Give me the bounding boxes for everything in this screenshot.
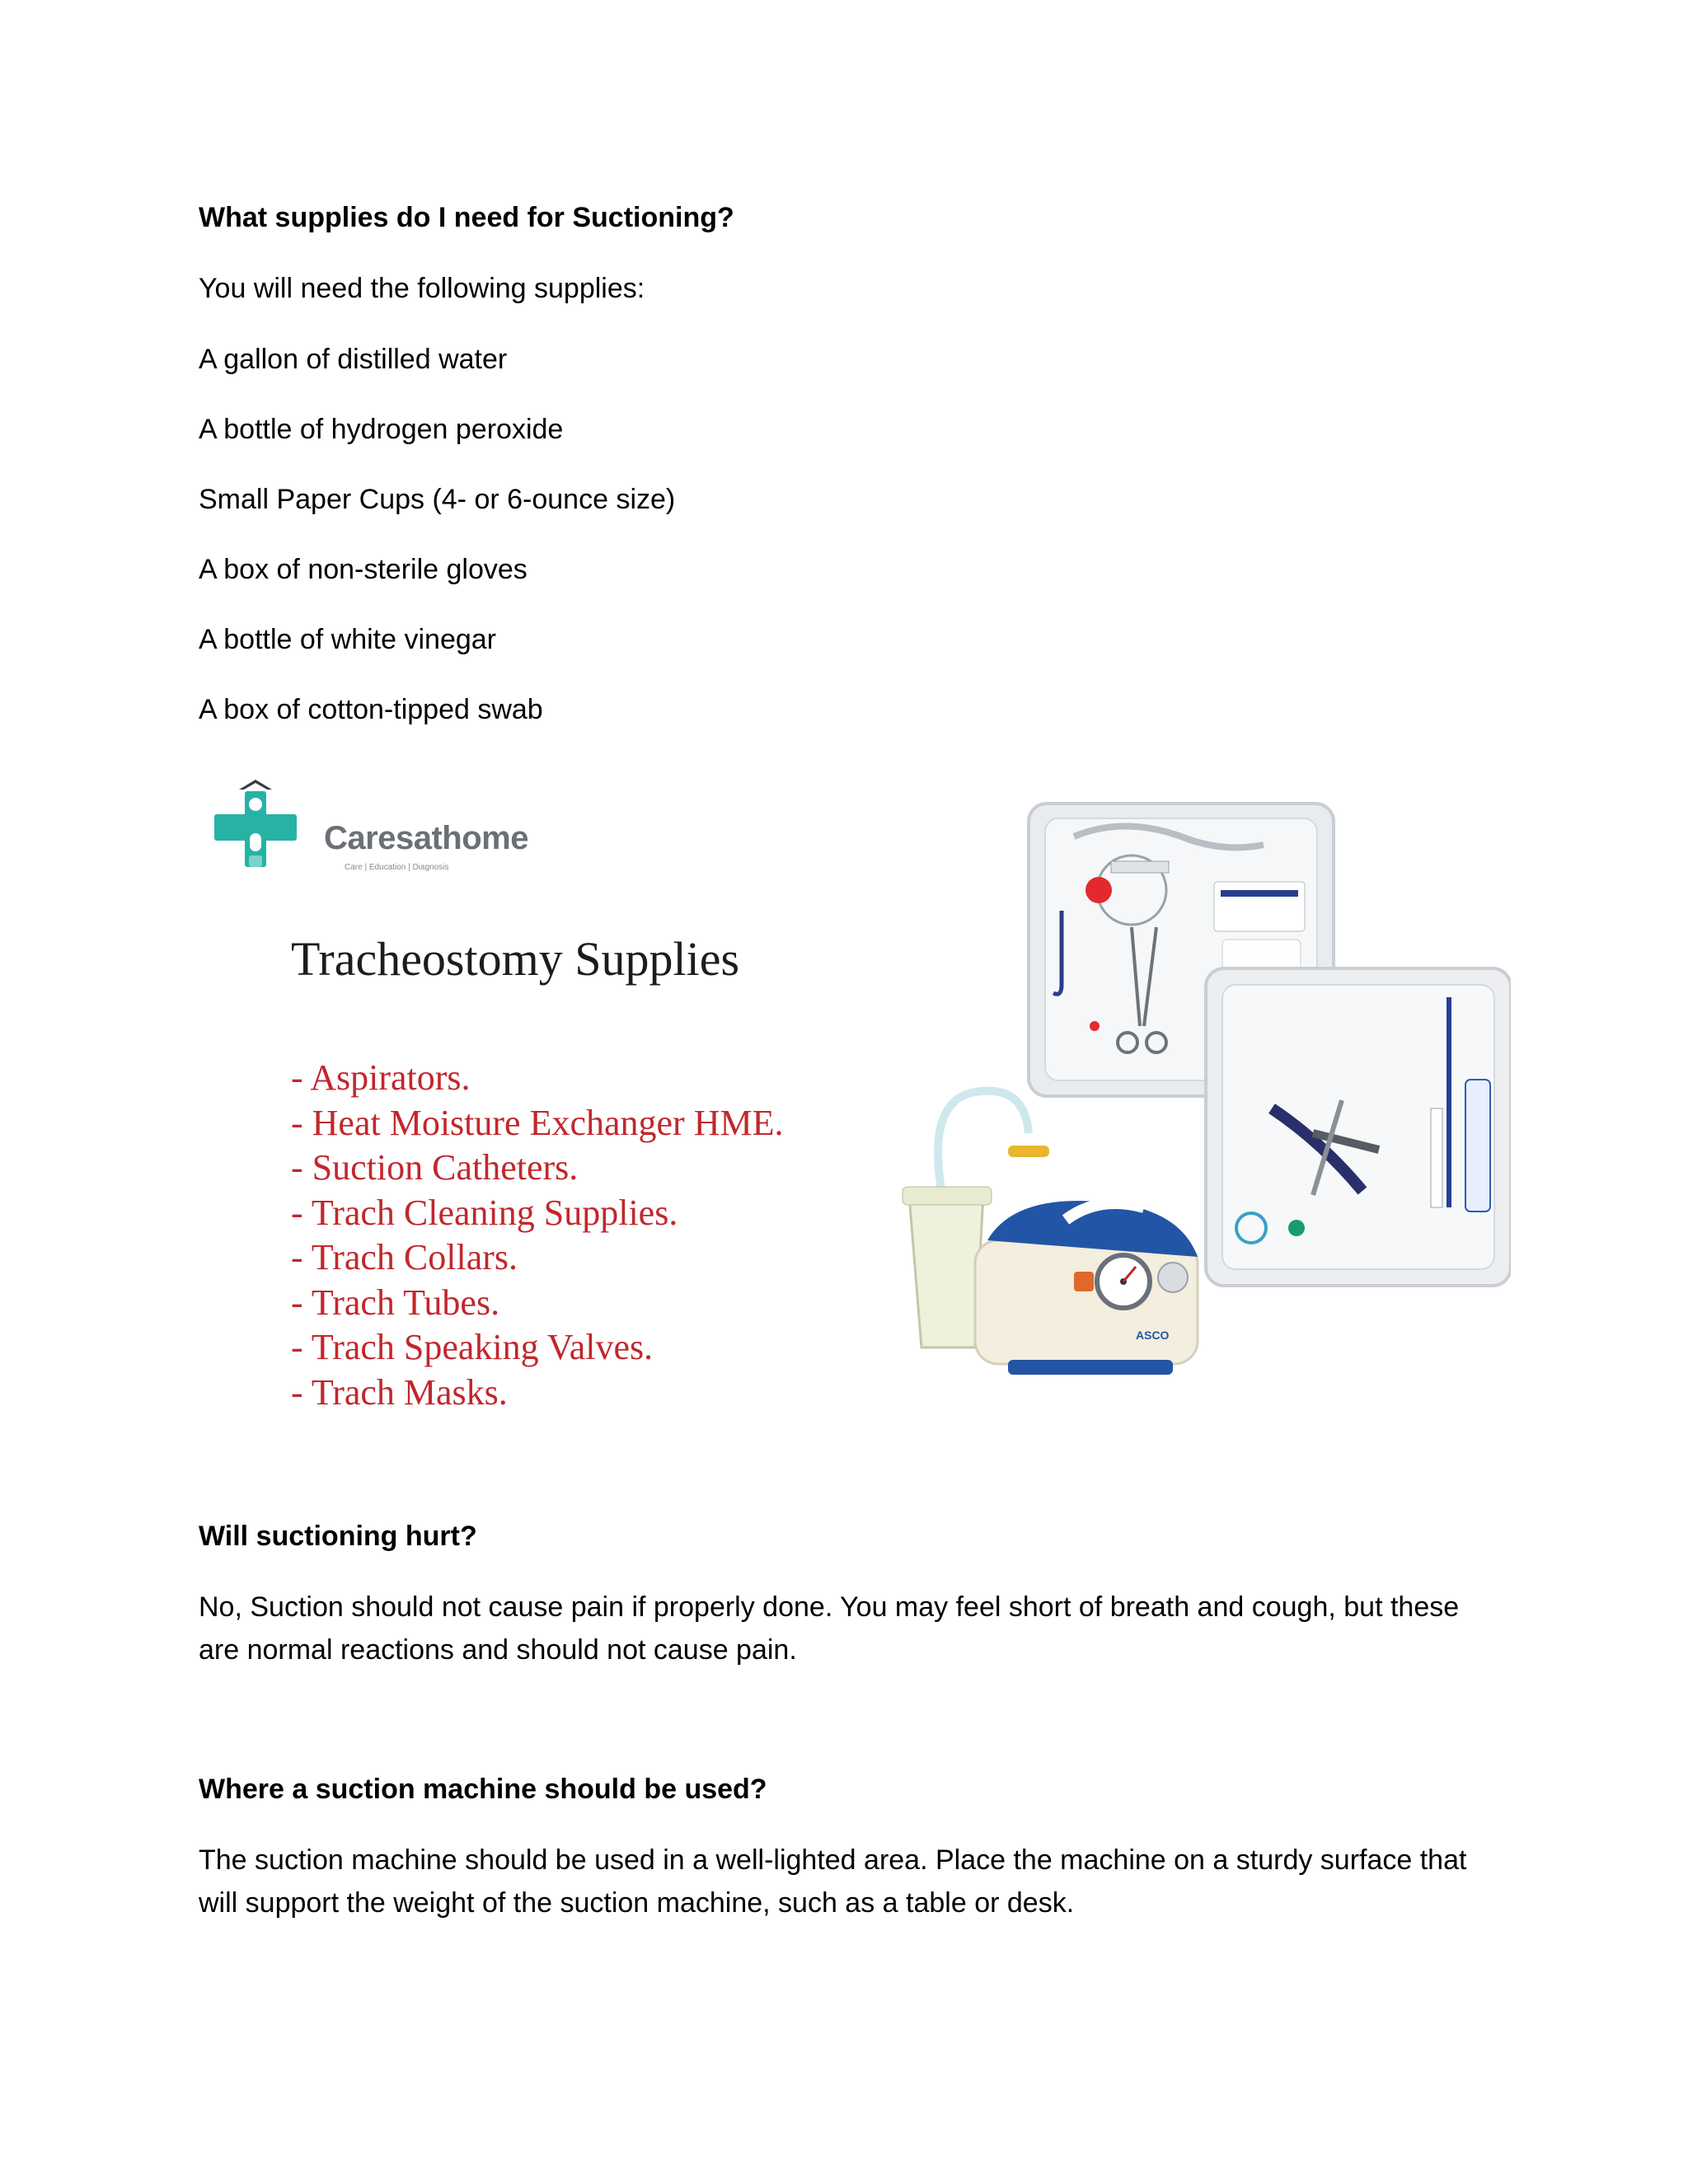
intro-text: You will need the following supplies:: [199, 273, 645, 304]
supply-item: A bottle of white vinegar: [199, 624, 497, 655]
heading-hurt: Will suctioning hurt?: [199, 1521, 477, 1552]
figure-list-item: - Trach Cleaning Supplies.: [291, 1192, 678, 1233]
supply-item: A box of non-sterile gloves: [199, 554, 528, 585]
heading-supplies: What supplies do I need for Suctioning?: [199, 202, 734, 233]
logo-tagline: Care | Education | Diagnosis: [345, 863, 449, 872]
machine-brand-label: ASCO: [1136, 1329, 1170, 1342]
caresathome-logo: [213, 777, 542, 884]
heading-where: Where a suction machine should be used?: [199, 1774, 767, 1805]
figure-list-item: - Trach Tubes.: [291, 1282, 500, 1323]
supply-item: A bottle of hydrogen peroxide: [199, 414, 564, 445]
answer-hurt: No, Suction should not cause pain if properly done. You may feel short of breath and cough, but these are normal reactions and should not cause pain.: [199, 1591, 1460, 1666]
logo-cross-icon: [213, 777, 312, 884]
logo-name: Caresathome: [324, 820, 528, 856]
answer-where: The suction machine should be used in a well-lighted area. Place the machine on a sturdy surface that will support the weight of the suction machine, such as a table or desk.: [199, 1844, 1467, 1919]
figure-list-item: - Trach Collars.: [291, 1237, 518, 1277]
figure-list-item: - Heat Moisture Exchanger HME.: [291, 1102, 784, 1143]
suction-machine: [903, 1091, 1198, 1375]
figure-list-item: - Trach Speaking Valves.: [291, 1327, 654, 1367]
figure-supply-list: [291, 1056, 783, 1415]
supply-item: A box of cotton-tipped swab: [199, 694, 543, 725]
figure-list-item: - Suction Catheters.: [291, 1147, 579, 1188]
figure-title: Tracheostomy Supplies: [291, 932, 740, 986]
figure-list-item: - Aspirators.: [291, 1057, 471, 1098]
tracheostomy-supplies-figure: [196, 762, 1507, 1442]
trach-tube-tray: [1206, 968, 1511, 1286]
supplies-photo: [851, 779, 1511, 1438]
figure-list-item: - Trach Masks.: [291, 1371, 508, 1413]
supply-item: Small Paper Cups (4- or 6-ounce size): [199, 484, 676, 515]
supply-item: A gallon of distilled water: [199, 344, 508, 375]
